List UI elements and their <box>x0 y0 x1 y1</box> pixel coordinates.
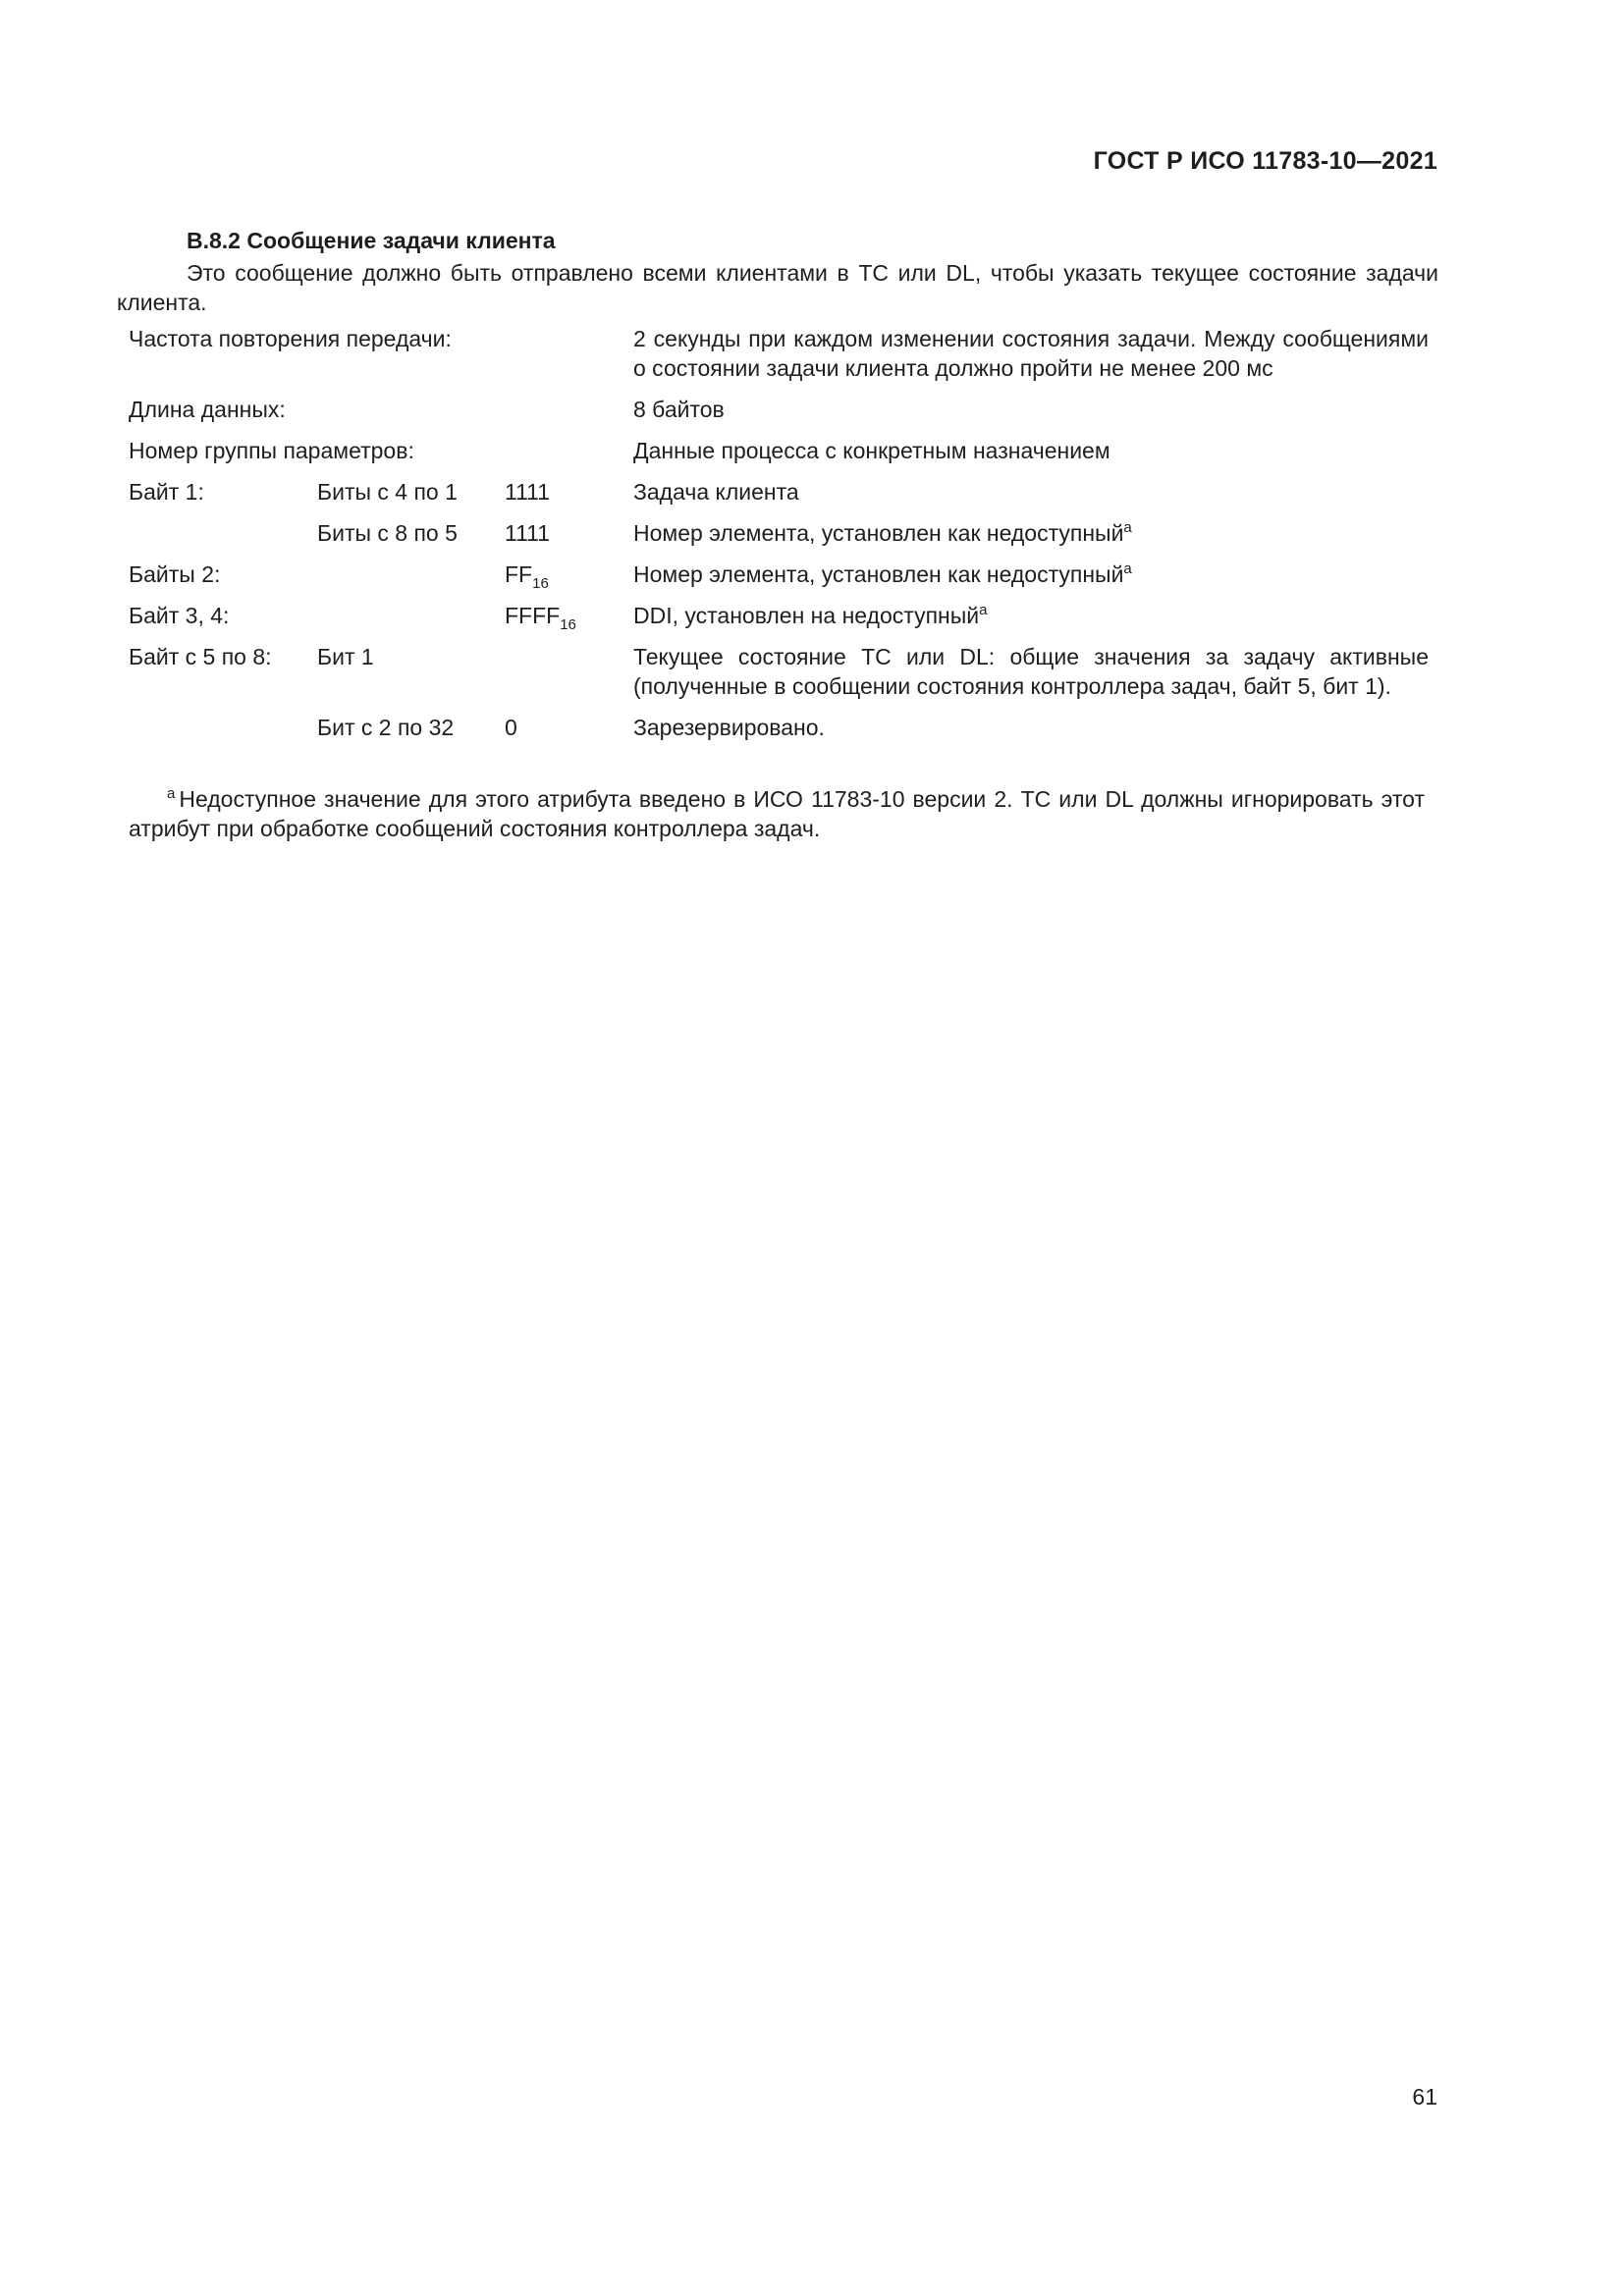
spec-row-byte3-4 <box>117 601 1438 633</box>
message-spec-table <box>117 324 1438 754</box>
spec-value: FFFF <box>505 603 561 628</box>
spec-value: 1111 <box>505 520 551 546</box>
spec-label: Байт с 5 по 8: <box>129 644 272 669</box>
spec-bits: Бит 1 <box>317 644 374 669</box>
spec-description-cell <box>633 518 1429 548</box>
spec-description: Данные процесса с конкретным назначением <box>633 438 1110 463</box>
section-intro: Это сообщение должно быть отправлено всеми клиентами в ТС или DL, чтобы указать текущее состояние задачи клиента. <box>117 260 1438 315</box>
spec-bits: Биты с 4 по 1 <box>317 479 458 505</box>
spec-label: Байт 1: <box>129 479 204 505</box>
footnote-reference: a <box>1123 561 1132 577</box>
spec-bits: Бит с 2 по 32 <box>317 715 455 740</box>
spec-description-cell <box>633 601 1429 630</box>
spec-row-byte1-bits5-8 <box>117 518 1438 548</box>
spec-label: Номер группы параметров: <box>129 438 414 463</box>
table-footnote <box>129 784 1425 843</box>
spec-row-byte2 <box>117 560 1438 592</box>
spec-value: 0 <box>505 715 517 740</box>
spec-description: Зарезервировано. <box>633 715 825 740</box>
spec-row-data-length <box>117 395 1438 424</box>
spec-description: Текущее состояние ТС или DL: общие значения за задачу активные (полученные в сообщении состояния контроллера задач, байт 5, бит 1). <box>633 644 1429 699</box>
spec-row-bytes5-8-bit1 <box>117 642 1438 701</box>
spec-label: Байты 2: <box>129 561 221 587</box>
spec-bits: Биты с 8 по 5 <box>317 520 458 546</box>
spec-label: Байт 3, 4: <box>129 603 230 628</box>
footnote-reference: a <box>979 602 988 618</box>
spec-description: Номер элемента, установлен как недоступный <box>633 520 1124 546</box>
footnote-reference: a <box>1123 519 1132 536</box>
spec-label: Длина данных: <box>129 397 286 422</box>
spec-value-base: 16 <box>532 575 549 592</box>
spec-value: 1111 <box>505 479 551 505</box>
spec-label: Частота повторения передачи: <box>129 326 452 351</box>
section-title: В.8.2 Сообщение задачи клиента <box>187 228 556 253</box>
page-number: 61 <box>1412 2084 1437 2109</box>
footnote-mark: a <box>167 785 176 802</box>
spec-row-byte1-bits1-4 <box>117 477 1438 507</box>
spec-value: FF <box>505 561 533 587</box>
spec-row-repetition-rate <box>117 324 1438 383</box>
spec-value-base: 16 <box>560 616 576 633</box>
spec-description: 8 байтов <box>633 397 725 422</box>
spec-description: Задача клиента <box>633 479 799 505</box>
spec-description: 2 секунды при каждом изменении состояния задачи. Между сообщениями о состоянии задачи клиента должно пройти не менее 200 мс <box>633 326 1429 381</box>
spec-row-bytes5-8-reserved <box>117 713 1438 742</box>
spec-value-cell <box>505 560 549 592</box>
spec-description-cell <box>633 560 1429 589</box>
spec-value-cell <box>505 601 576 633</box>
spec-description: Номер элемента, установлен как недоступный <box>633 561 1124 587</box>
spec-row-pgn <box>117 436 1438 465</box>
footnote-text: Недоступное значение для этого атрибута введено в ИСО 11783-10 версии 2. ТС или DL должны игнорировать этот атрибут при обработке сообщений состояния контроллера задач. <box>129 786 1425 841</box>
spec-description: DDI, установлен на недоступный <box>633 603 980 628</box>
document-header: ГОСТ Р ИСО 11783-10—2021 <box>1093 147 1437 175</box>
